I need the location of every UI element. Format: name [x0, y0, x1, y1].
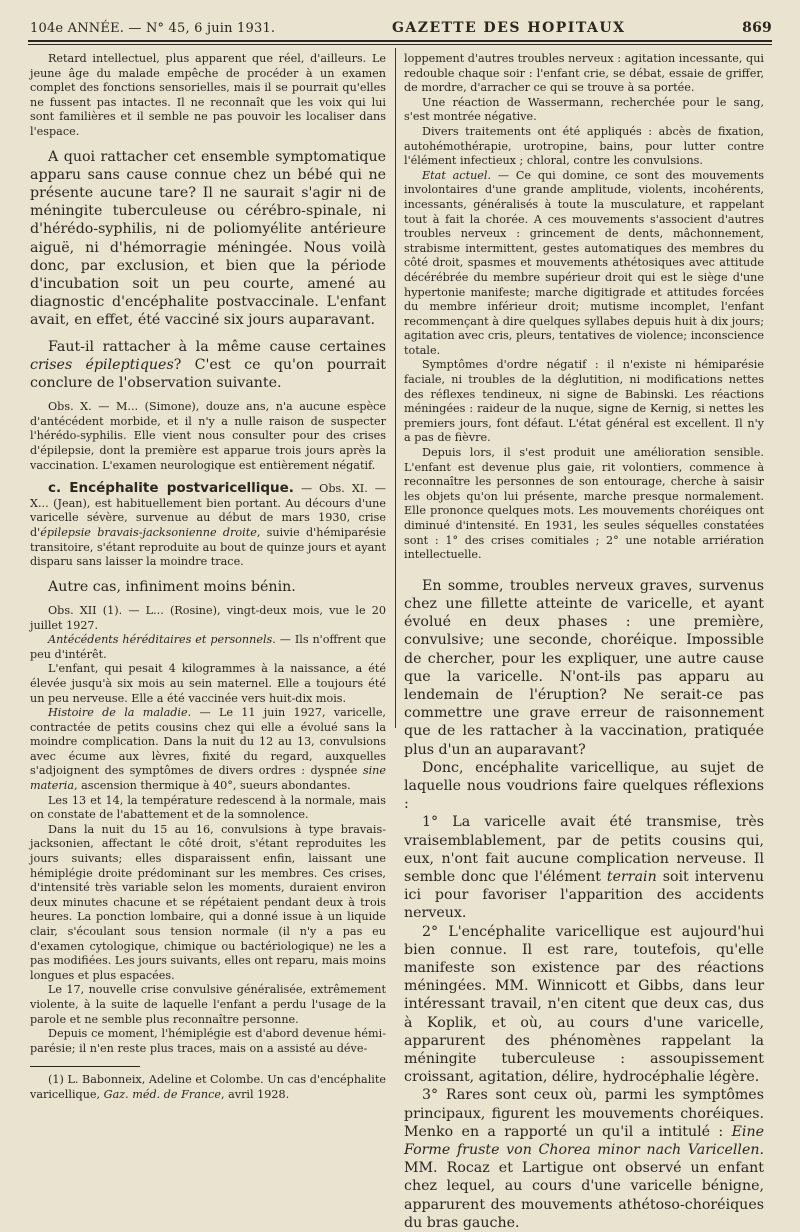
paragraph: Etat actuel. — Ce qui domine, ce sont des mouvements involontaires d'une grande amplitude, violents, incohérents, incessants, généralisés à toute la musculature, et rappelant tout à fait la chorée. A ces mouvements s'associent d'autres troubles nerveux : grincement de dents, mâchonnement, strabisme intermittent, gestes automatiques des membres du côté droit, spasmes et mouvements athétosiques avec attitude décérébrée du membre supérieur droit qui est le siège d'une hypertonie manifeste; marche digitigrade et attitudes forcées du membre inférieur droit; mutisme incomplet, l'enfant recommençant à dire quelques syllabes depuis huit à dix jours; agitation avec cris, pleurs, tentatives de violence; inconscience totale.: [404, 168, 764, 357]
paragraph: Donc, encéphalite varicellique, au sujet de laquelle nous voudrions faire quelques réflexions :: [404, 759, 764, 813]
footnote-rule: [30, 1066, 140, 1067]
header-rule: [28, 40, 772, 42]
paragraph: L'enfant, qui pesait 4 kilogrammes à la naissance, a été élevée jusqu'à six mois au sein maternel. Elle a toujours été un peu nerveuse. Elle a été vaccinée vers huit-dix mois.: [30, 662, 386, 705]
paragraph: 2° L'encéphalite varicellique est aujourd'hui bien connue. Il est rare, toutefois, qu'elle manifeste son existence par des réactions méningées. MM. Winnicott et Gibbs, dans leur intéressant travail, n'en citent que deux cas, dus à Koplik, et où, au cours d'une varicelle, apparurent des phénomènes rappelant la méningite tuberculeuse : assoupissement croissant, agitation, délire, hydrocéphalie légère.: [404, 923, 764, 1086]
edition-line: 104e ANNÉE. — N° 45, 6 juin 1931.: [30, 21, 276, 36]
paragraph: 1° La varicelle avait été transmise, très vraisemblablement, par de petits cousins qui, eux, n'ont fait aucune complication nerveuse. Il semble donc que l'élément terrain soit intervenu ici pour favoriser l'apparition des accidents nerveux.: [404, 814, 764, 922]
paragraph: En somme, troubles nerveux graves, survenus chez une fillette atteinte de varicelle, et ayant évolué en deux phases : une première, convulsive; une seconde, choréique. Impossible de chercher, pour les expliquer, une autre cause que la varicelle. N'ont-ils pas apparu au lendemain de l'éruption? Ne serait-ce pas commettre une grave erreur de raisonnement que de les rattacher à la vaccination, pratiquée plus d'un an auparavant?: [404, 577, 764, 758]
page-header: [30, 8, 772, 36]
observation-xi: c. Encéphalite postvaricellique. — Obs. XI. — X... (Jean), est habituellement bien portant. Au décours d'une varicelle sévère, survenue au début de mars 1930, crise d'épilepsie bravais-jacksonienne droite, suivie d'hémiparésie transitoire, s'étant reproduite au bout de quinze jours et ayant disparu sans laisser la moindre trace.: [30, 480, 386, 569]
paragraph: Histoire de la maladie. — Le 11 juin 1927, varicelle, contractée de petits cousins chez qui elle a évolué sans la moindre complication. Dans la nuit du 12 au 13, convulsions avec écume aux lèvres, fixité du regard, auxquelles s'adjoignent des symptômes de divers ordres : dyspnée sine materia, ascension thermique à 40°, sueurs abondantes.: [30, 706, 386, 793]
page-number: 869: [742, 20, 772, 36]
paragraph: Faut-il rattacher à la même cause certaines crises épileptiques? C'est ce qu'on pourrait conclure de l'observation suivante.: [30, 338, 386, 391]
paragraph: 3° Rares sont ceux où, parmi les symptômes principaux, figurent les mouvements choréiques. Menko en a rapporté un qu'il a intitulé : Eine Forme fruste von Chorea minor nach Varicellen. MM. Rocaz et Lartigue ont observé un enfant chez lequel, au cours d'une varicelle bénigne, apparurent des mouvements athétoso-choréiques du bras gauche.: [404, 1087, 764, 1231]
section-title: c. Encéphalite postvaricellique.: [48, 480, 294, 497]
paragraph: Autre cas, infiniment moins bénin.: [48, 578, 296, 595]
paragraph: Retard intellectuel, plus apparent que réel, d'ailleurs. Le jeune âge du malade empêche de procéder à un examen complet des fonctions sensorielles, mais il se pourrait qu'elles ne fussent pas intactes. Il ne reconnaît que les voix qui lui sont familières et il semble ne pas pouvoir les localiser dans l'espace.: [30, 52, 386, 138]
footnote: (1) L. Babonneix, Adeline et Colombe. Un cas d'encéphalite varicellique, Gaz. méd. de France, avril 1928.: [30, 1073, 386, 1101]
paragraph: loppement d'autres troubles nerveux : agitation incessante, qui redouble chaque soir : l'enfant crie, se débat, essaie de griffer, de mordre, d'arracher ce qui se trouve à sa portée.: [404, 52, 764, 95]
paragraph: Le 17, nouvelle crise convulsive généralisée, extrêmement violente, à la suite de laquelle l'enfant a perdu l'usage de la parole et ne semble plus reconnaître personne.: [30, 983, 386, 1026]
paragraph: Dans la nuit du 15 au 16, convulsions à type bravais-jacksonien, affectant le côté droit, s'étant reproduites les jours suivants; elles disparaissent enfin, laissant une hémiplégie droite prédominant sur les membres. Ces crises, d'intensité très variable selon les moments, duraient environ deux minutes chacune et se répétaient pendant deux à trois heures. La ponction lombaire, qui a donné issue à un liquide clair, s'écoulant sous tension normale (il n'y a pas eu d'examen cytologique, chimique ou bactériologique) ne les a pas modifiées. Les jours suivants, elles ont reparu, mais moins longues et plus espacées.: [30, 822, 386, 982]
paragraph: Antécédents héréditaires et personnels. — Ils n'offrent que peu d'intérêt.: [30, 633, 386, 661]
paragraph: Depuis ce moment, l'hémiplégie est d'abord devenue hémi-parésie; il n'en reste plus traces, mais on a assisté au déve-: [30, 1027, 386, 1055]
observation-xii: Obs. XII (1). — L... (Rosine), vingt-deux mois, vue le 20 juillet 1927.: [30, 603, 386, 632]
paragraph: Les 13 et 14, la température redescend à la normale, mais on constate de l'abattement et de la somnolence.: [30, 793, 386, 822]
left-column: [30, 52, 386, 1101]
paragraph: Une réaction de Wassermann, recherchée pour le sang, s'est montrée négative.: [404, 95, 764, 124]
right-column: [404, 52, 764, 1231]
paragraph: Depuis lors, il s'est produit une amélioration sensible. L'enfant est devenue plus gaie, rit volontiers, commence à reconnaître les personnes de son entourage, cherche à saisir les objets qu'on lui présente, marche presque normalement. Elle prononce quelques mots. Les mouvements choréiques ont diminué d'intensité. En 1931, les seules séquelles constatées sont : 1° des crises comitiales ; 2° une notable arriération intellectuelle.: [404, 446, 764, 562]
paragraph: Divers traitements ont été appliqués : abcès de fixation, autohémothérapie, urotropine, bains, pour lutter contre l'élément infectieux ; chloral, contre les convulsions.: [404, 124, 764, 168]
paragraph: Symptômes d'ordre négatif : il n'existe ni hémiparésie faciale, ni troubles de la déglutition, ni modifications nettes des réflexes tendineux, ni signe de Babinski. Les réactions méningées : raideur de la nuque, signe de Kernig, si nettes les premiers jours, font défaut. L'état général est excellent. Il n'y a pas de fièvre.: [404, 358, 764, 445]
header-rule-thin: [28, 44, 772, 45]
observation-x: Obs. X. — M... (Simone), douze ans, n'a aucune espèce d'antécédent morbide, et il n'y a nulle raison de suspecter l'hérédo-syphilis. Elle vient nous consulter pour des crises d'épilepsie, dont la première est apparue trois jours après la vaccination. L'examen neurologique est entièrement négatif.: [30, 400, 386, 472]
journal-title: GAZETTE DES HOPITAUX: [391, 20, 626, 36]
paragraph: A quoi rattacher cet ensemble symptomatique apparu sans cause connue chez un bébé qui ne présente aucune tare? Il ne saurait s'agir ni de méningite tuberculeuse ou cérébro-spinale, ni d'hérédo-syphilis, ni de poliomyélite antérieure aiguë, ni d'hémorragie méningée. Nous voilà donc, par exclusion, et bien que la période d'incubation soit un peu courte, amené au diagnostic d'encéphalite postvaccinale. L'enfant avait, en effet, été vacciné six jours auparavant.: [30, 148, 386, 329]
column-divider: [395, 48, 396, 728]
